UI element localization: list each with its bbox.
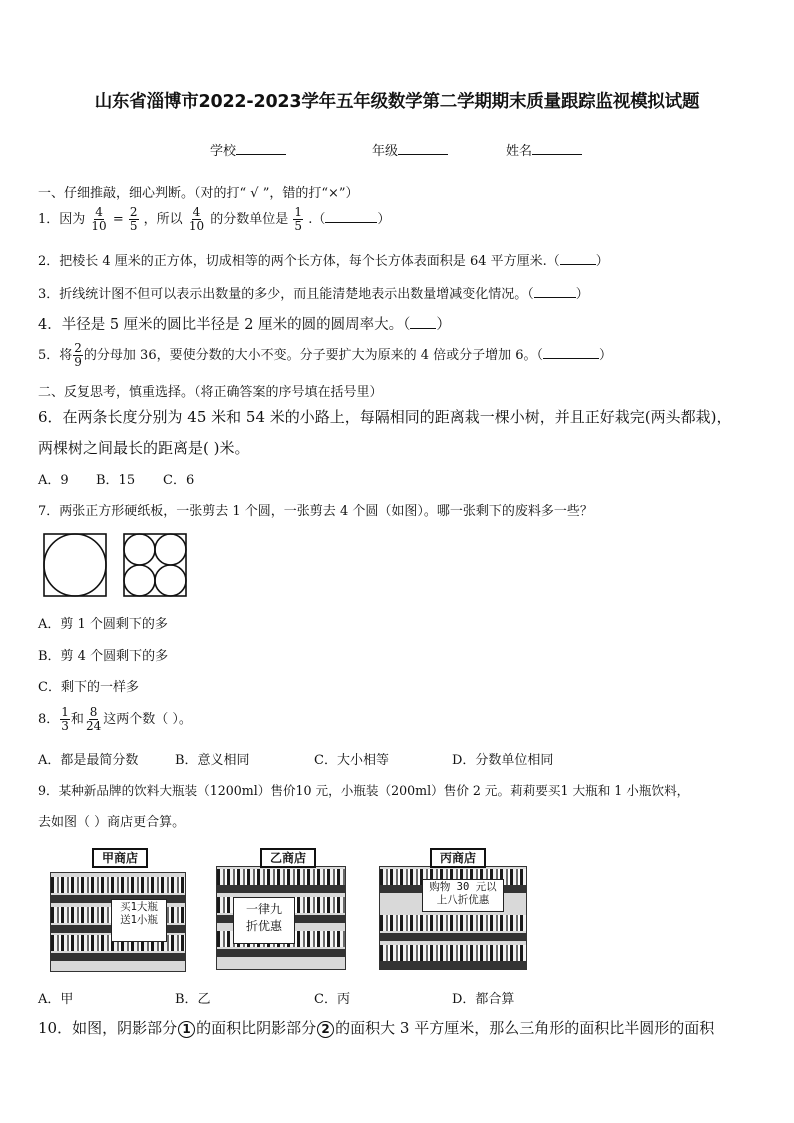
- q1-fraction-4: $\frac{1}{5}$: [294, 205, 303, 233]
- q8-option-a[interactable]: A．都是最简分数: [38, 753, 139, 768]
- shop-jia-photo: [50, 872, 186, 972]
- q6-option-a[interactable]: A．9: [38, 473, 69, 488]
- q9-option-b[interactable]: B．乙: [175, 992, 211, 1007]
- grade-label: 年级: [372, 144, 399, 159]
- q3-text: 3．折线统计图不但可以表示出数量的多少，而且能清楚地表示出数量增减变化情况。（: [38, 287, 534, 302]
- q6-option-b[interactable]: B．15: [96, 473, 136, 488]
- q5-fraction: $\frac{2}{9}$: [74, 341, 82, 369]
- q1-answer-blank[interactable]: [325, 212, 377, 223]
- q7-option-a[interactable]: A．剪 1 个圆剩下的多: [38, 617, 168, 632]
- school-blank: [236, 142, 286, 155]
- shop-yi-sign: 一律九 折优惠: [233, 897, 295, 944]
- q8-option-d[interactable]: D．分数单位相同: [452, 753, 554, 768]
- q8-fraction-1: $\frac{1}{3}$: [61, 705, 69, 733]
- q9-line-2: 去如图（ ）商店更合算。: [38, 815, 186, 830]
- q10-text-a: 10．如图，阴影部分: [38, 1019, 178, 1037]
- question-1: [38, 202, 390, 238]
- q10-text-c: 的面积大 3 平方厘米，那么三角形的面积比半圆形的面积: [335, 1019, 715, 1037]
- small-circle-1: [124, 534, 155, 565]
- q9-option-c[interactable]: C．丙: [314, 992, 350, 1007]
- name-label: 姓名: [506, 144, 533, 159]
- q2-answer-blank[interactable]: [560, 254, 596, 265]
- circled-number-2: 2: [317, 1021, 334, 1038]
- q3-answer-blank[interactable]: [534, 287, 576, 298]
- q1-text-b: ，所以: [143, 212, 183, 227]
- q7-text: 7．两张正方形硬纸板，一张剪去 1 个圆，一张剪去 4 个圆（如图）。哪一张剩下的废料多一些？: [38, 504, 593, 519]
- section-1-heading: 一、仔细推敲，细心判断。（对的打“ √ ”，错的打“×”）: [38, 186, 359, 201]
- shop-yi-label: 乙商店: [260, 848, 316, 868]
- q8-text-b: 这两个数（ ）。: [103, 712, 192, 727]
- q3-close: ）: [575, 287, 589, 302]
- q8-option-b[interactable]: B．意义相同: [175, 753, 250, 768]
- school-label: 学校: [210, 144, 237, 159]
- q7-squares-figure: [42, 532, 188, 598]
- q1-text-d: .（: [308, 212, 326, 227]
- q4-close: ）: [436, 317, 451, 333]
- page-title: 山东省淄博市2022-2023学年五年级数学第二学期期末质量跟踪监视模拟试题: [94, 92, 700, 112]
- q1-text-c: 的分数单位是: [210, 212, 289, 227]
- q8-text-a: 8．: [38, 712, 60, 727]
- q1-fraction-3: $\frac{4}{10}$: [188, 205, 205, 233]
- shop-bing-label: 丙商店: [430, 848, 486, 868]
- q8-option-c[interactable]: C．大小相等: [314, 753, 389, 768]
- q9-option-a[interactable]: A．甲: [38, 992, 74, 1007]
- q5-text-b: 的分母加 36，要使分数的大小不变。分子要扩大为原来的 4 倍或分子增加 6。（: [83, 348, 544, 363]
- shop-bing-photo: [379, 866, 527, 970]
- q1-text-e: ）: [377, 212, 391, 227]
- q1-fraction-1: $\frac{4}{10}$: [91, 205, 107, 233]
- name-field: [506, 140, 582, 159]
- small-circle-3: [124, 565, 155, 596]
- q6-option-c[interactable]: C．6: [163, 473, 195, 488]
- q4-text: 4．半径是 5 厘米的圆比半径是 2 厘米的圆的圆周率大。（: [38, 317, 411, 333]
- small-circle-4: [155, 565, 186, 596]
- question-5: [38, 338, 612, 374]
- question-8: [38, 700, 192, 740]
- question-10: [38, 1017, 714, 1038]
- section-2-heading: 二、反复思考，慎重选择。（将正确答案的序号填在括号里）: [38, 385, 383, 400]
- q2-text: 2．把棱长 4 厘米的正方体，切成相等的两个长方体，每个长方体表面积是 64 平方厘米.（: [38, 254, 560, 269]
- q8-fraction-2: $\frac{8}{24}$: [85, 705, 102, 733]
- question-4: [38, 313, 451, 334]
- q5-answer-blank[interactable]: [543, 348, 599, 359]
- shop-jia-label: 甲商店: [92, 848, 148, 868]
- shop-yi-photo: [216, 866, 346, 970]
- q10-text-b: 的面积比阴影部分: [196, 1019, 317, 1037]
- question-2: [38, 250, 609, 269]
- q7-option-c[interactable]: C．剩下的一样多: [38, 680, 139, 695]
- grade-blank: [398, 142, 448, 155]
- q5-text-c: ）: [599, 348, 613, 363]
- school-field: [210, 140, 286, 159]
- square-four-circles: [124, 534, 186, 596]
- q6-line-2: 两棵树之间最长的距离是( )米。: [38, 439, 250, 457]
- q2-close: ）: [595, 254, 609, 269]
- q1-text-a: 1．因为: [38, 212, 86, 227]
- q8-text-mid: 和: [70, 712, 84, 727]
- q6-line-1: 6．在两条长度分别为 45 米和 54 米的小路上，每隔相同的距离栽一棵小树，并且正好栽完(两头都栽)，: [38, 408, 732, 426]
- q9-option-d[interactable]: D．都合算: [452, 992, 515, 1007]
- q5-text-a: 5．将: [38, 348, 73, 363]
- circled-number-1: 1: [178, 1021, 195, 1038]
- shop-bing-sign: 购物 30 元以 上八折优惠: [422, 879, 504, 912]
- big-circle: [44, 534, 106, 596]
- q4-answer-blank[interactable]: [410, 318, 436, 329]
- shop-jia-sign: 买1大瓶 送1小瓶: [111, 899, 167, 942]
- q1-fraction-2: $\frac{2}{5}$: [129, 205, 138, 233]
- question-3: [38, 283, 589, 302]
- small-circle-2: [155, 534, 186, 565]
- q9-line-1: 9．某种新品牌的饮料大瓶装（1200ml）售价10 元，小瓶装（200ml）售价 2 元。莉莉要买1 大瓶和 1 小瓶饮料，: [38, 783, 690, 798]
- name-blank: [532, 142, 582, 155]
- q7-option-b[interactable]: B．剪 4 个圆剩下的多: [38, 649, 169, 664]
- q1-equals: =: [112, 212, 124, 227]
- grade-field: [372, 140, 448, 159]
